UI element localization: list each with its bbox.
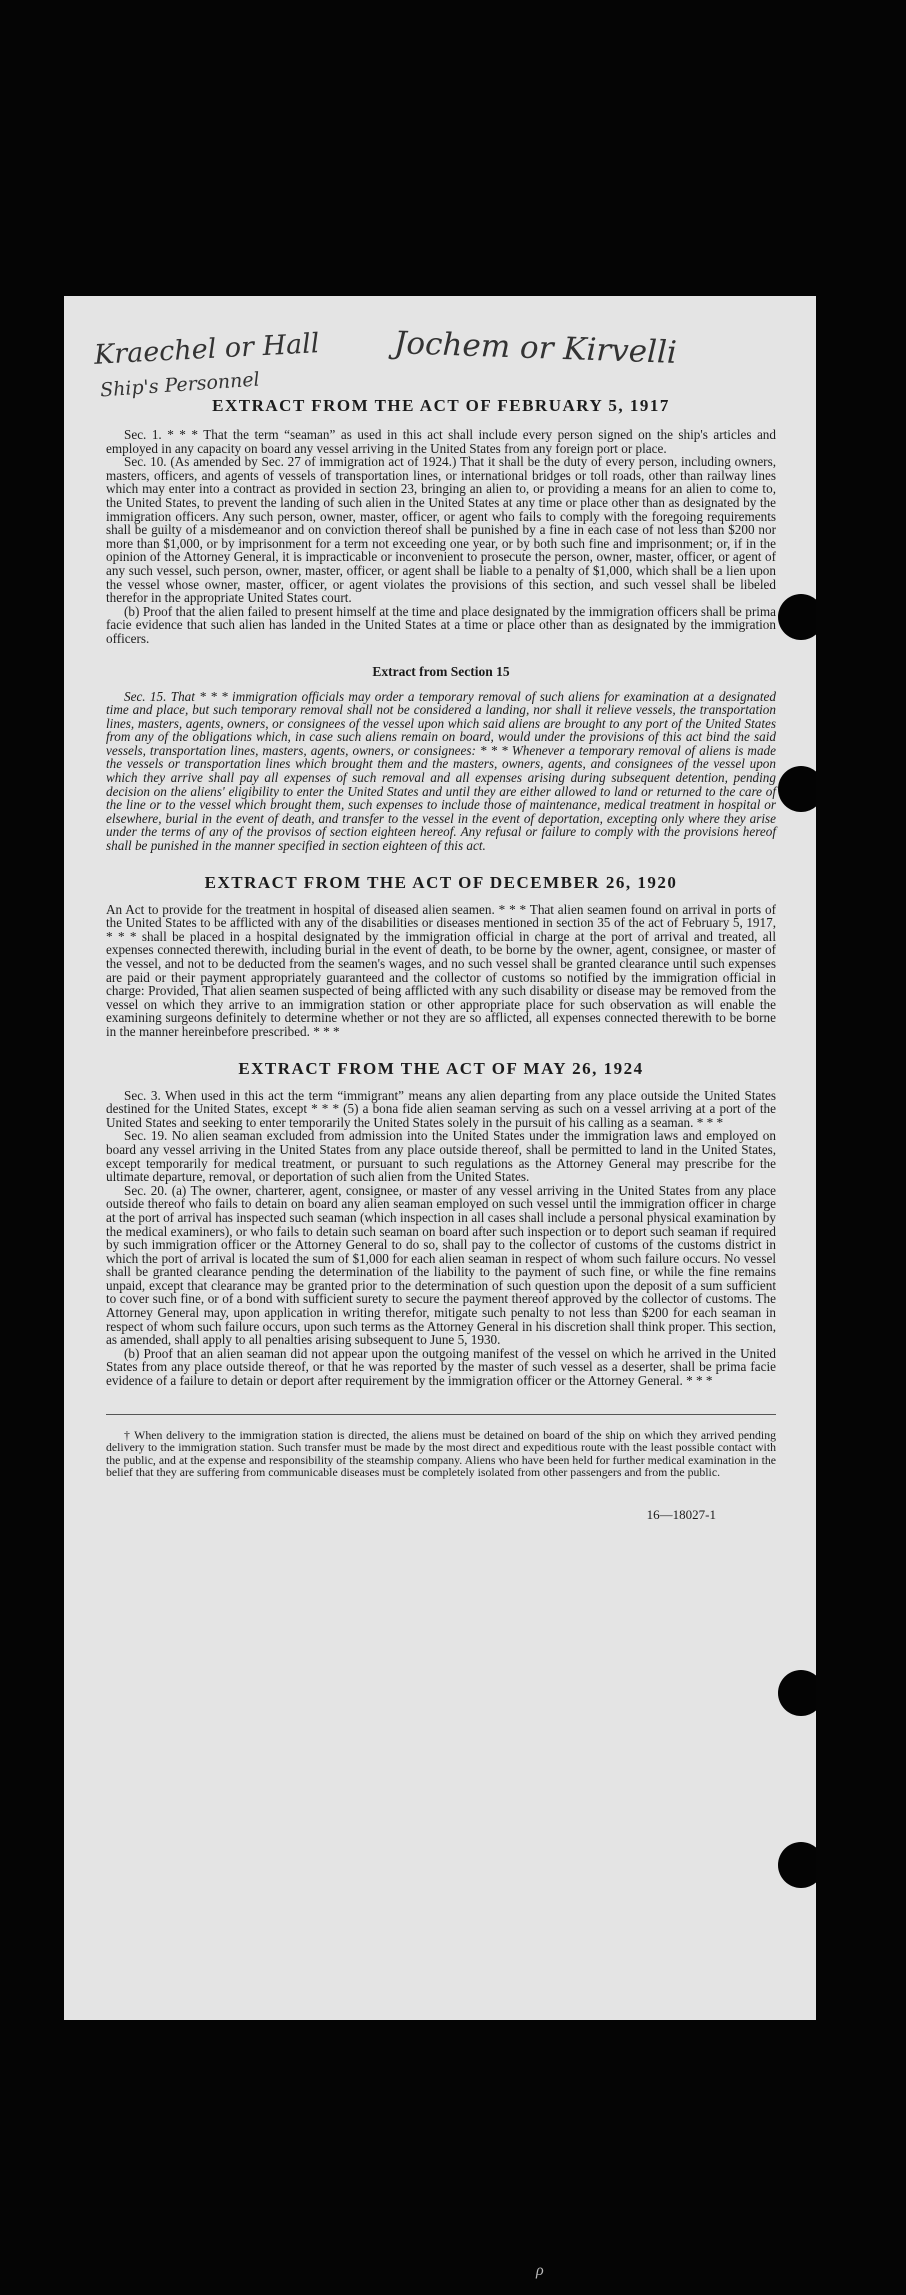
scan-mark: ρ [536, 2262, 544, 2279]
section-title-sec15: Extract from Section 15 [372, 663, 510, 679]
document-page [64, 296, 816, 2020]
paragraph-sec1: Sec. 1. * * * That the term “seaman” as used in this act shall include every person signed on the ship's articles and employed in any capacity on board any vessel arriving in the United States from any foreign port or place. [106, 427, 776, 456]
paragraph-1920: An Act to provide for the treatment in hospital of diseased alien seamen. * * * That alien seamen found on arrival in ports of the United States to be afflicted with any of the disabilities or diseases mentioned in section 35 of the act of February 5, 1917, * * * shall be placed in a hospital designated by the immigration official in charge at the port of arrival and treated, all expenses connected therewith, including burial in the event of death, to be borne by the owner, agent, consignee, or master of the vessel, and not to be deducted from the seamen's wages, and no such vessel shall be granted clearance until such expenses are paid or their payment appropriately guaranteed and the collector of customs so notified by the immigration official in charge: Provided, That alien seamen suspected of being afflicted with any such disability or disease may be removed from the vessel on which they arrive to an immigration station or other appropriate place for such observation as will enable the examining surgeons definitely to determine whether or not they are so afflicted, all expenses connected therewith to be borne in the manner hereinbefore prescribed. * * * [106, 901, 776, 1039]
punch-hole [778, 1842, 816, 1888]
punch-hole [778, 594, 816, 640]
paragraph-sec15: Sec. 15. That * * * immigration officials may order a temporary removal of such aliens for examination at a designated time and place, but such temporary removal shall not be considered a landing, nor shall it relieve vessels, the transportation lines, masters, agents, owners, or consignees of the vessel upon which said aliens are brought to any port of the United States from any of the obligations which, in case such aliens remain on board, would under the provisions of this act bind the said vessels, transportation lines, masters, agents, owners, or consignees: * * * Whenever a temporary removal of aliens is made the vessels or transportation lines which brought them and the masters, owners, agents, and consignees of the vessel upon which they arrive shall pay all expenses of such removal and all expenses arising during subsequent detention, pending decision on the aliens' eligibility to enter the United States and until they are either allowed to land or returned to the care of the line or to the vessel which brought them, such expenses to include those of maintenance, medical treatment in hospital or elsewhere, burial in the event of death, and transfer to the vessel in the event of deportation, excepting only where they arise under the terms of any of the provisos of section eighteen hereof. Any refusal or failure to comply with the provisions hereof shall be punished in the manner specified in section eighteen of this act. [106, 688, 776, 854]
paragraph-sec3: Sec. 3. When used in this act the term “immigrant” means any alien departing from any place outside the United States destined for the United States, except * * * (5) a bona fide alien seaman serving as such on a vessel arriving at a port of the United States and seeking to enter temporarily the United States solely in the pursuit of his calling as a seaman. * * * [106, 1087, 776, 1130]
handwritten-name-left: Kraechel or Hall [93, 328, 321, 371]
section-title-1917: EXTRACT FROM THE ACT OF FEBRUARY 5, 1917 [212, 396, 670, 415]
section-title-1924: EXTRACT FROM THE ACT OF MAY 26, 1924 [238, 1058, 644, 1078]
paragraph-sec10b: (b) Proof that the alien failed to present himself at the time and place designated by the immigration officers shall be prima facie evidence that such alien has landed in the United States at a time or place other than as designated by the immigration officers. [106, 603, 776, 646]
handwritten-note: Ship's Personnel [99, 368, 261, 402]
paragraph-sec20a: Sec. 20. (a) The owner, charterer, agent, consignee, or master of any vessel arriving in the United States from any place outside thereof who fails to detain on board any alien seaman employed on such vessel until the immigration officer in charge at the port of arrival has inspected such seaman (which inspection in all cases shall include a personal physical examination by the medical examiners), or who fails to detain such seaman on board after such inspection or to deport such seaman if required by such immigration officer or the Attorney General to do so, shall pay to the collector of customs of the customs district in which the port of arrival is located the sum of $1,000 for each alien seaman in respect of whom such failure occurs. No vessel shall be granted clearance pending the determination of the liability to the payment of such fine, or while the fine remains unpaid, except that clearance may be granted prior to the determination of such question upon the deposit of a sum sufficient to cover such fine, or of a bond with sufficient surety to secure the payment thereof approved by the collector of customs. The Attorney General may, upon application in writing therefor, mitigate such penalty to not less than $200 for each seaman in respect of whom such failure occurs, upon such terms as the Attorney General in his discretion shall think proper. This section, as amended, shall apply to all penalties arising subsequent to June 5, 1930. [106, 1182, 776, 1348]
punch-hole [778, 1670, 816, 1716]
section-title-1920: EXTRACT FROM THE ACT OF DECEMBER 26, 1920 [204, 872, 678, 892]
paragraph-sec20b: (b) Proof that an alien seaman did not appear upon the outgoing manifest of the vessel on which he arrived in the United States from any place outside thereof, or that he was reported by the master of such vessel as a deserter, shall be prima facie evidence of a failure to detain or deport after requirement by the immigration officer or the Attorney General. * * * [106, 1345, 776, 1389]
punch-hole [778, 766, 816, 812]
paragraph-sec10: Sec. 10. (As amended by Sec. 27 of immigration act of 1924.) That it shall be the duty of every person, including owners, masters, officers, and agents of vessels of transportation lines, or international bridges or toll roads, other than railway lines which may enter into a contract as provided in section 23, bringing an alien to, or providing a means for an alien to come to, the United States, to prevent the landing of such alien in the United States at any time or place other than as designated by the immigration officers. Any such person, owner, master, officer, or agent who fails to comply with the foregoing requirements shall be guilty of a misdemeanor and on conviction thereof shall be punished by a fine in each case of not less than $200 nor more than $1,000, or by imprisonment for a term not exceeding one year, or by both such fine and imprisonment; or, if in the opinion of the Attorney General, it is impracticable or inconvenient to prosecute the person, owner, master, officer, or agent of any such vessel, such person, owner, master, officer, or agent shall be liable to a penalty of $1,000, which shall be a lien upon the vessel whose owner, master, officer, or agent violates the provisions of this section, and such vessel shall be libeled therefor in the appropriate United States court. [106, 454, 776, 606]
handwritten-name-right: Jochem or Kirvelli [393, 325, 678, 371]
paragraph-sec19: Sec. 19. No alien seaman excluded from admission into the United States under the immigration laws and employed on board any vessel arriving in the United States from any place outside thereof, shall be permitted to land in the United States, except temporarily for medical treatment, or pursuant to such regulations as the Attorney General may prescribe for the ultimate departure, removal, or deportation of such alien from the United States. [106, 1128, 776, 1185]
form-number: 16—18027-1 [646, 1507, 716, 1522]
footnote-divider [106, 1414, 776, 1415]
footnote: † When delivery to the immigration station is directed, the aliens must be detained on board of the ship on which they arrived pending delivery to the immigration station. Such transfer must be made by the most direct and expeditious route with the least possible contact with the public, and at the expense and responsibility of the steamship company. Aliens who have been held for further medical examination in the belief that they are suffering from communicable diseases must be completely isolated from other passengers and from the public. [106, 1427, 776, 1480]
